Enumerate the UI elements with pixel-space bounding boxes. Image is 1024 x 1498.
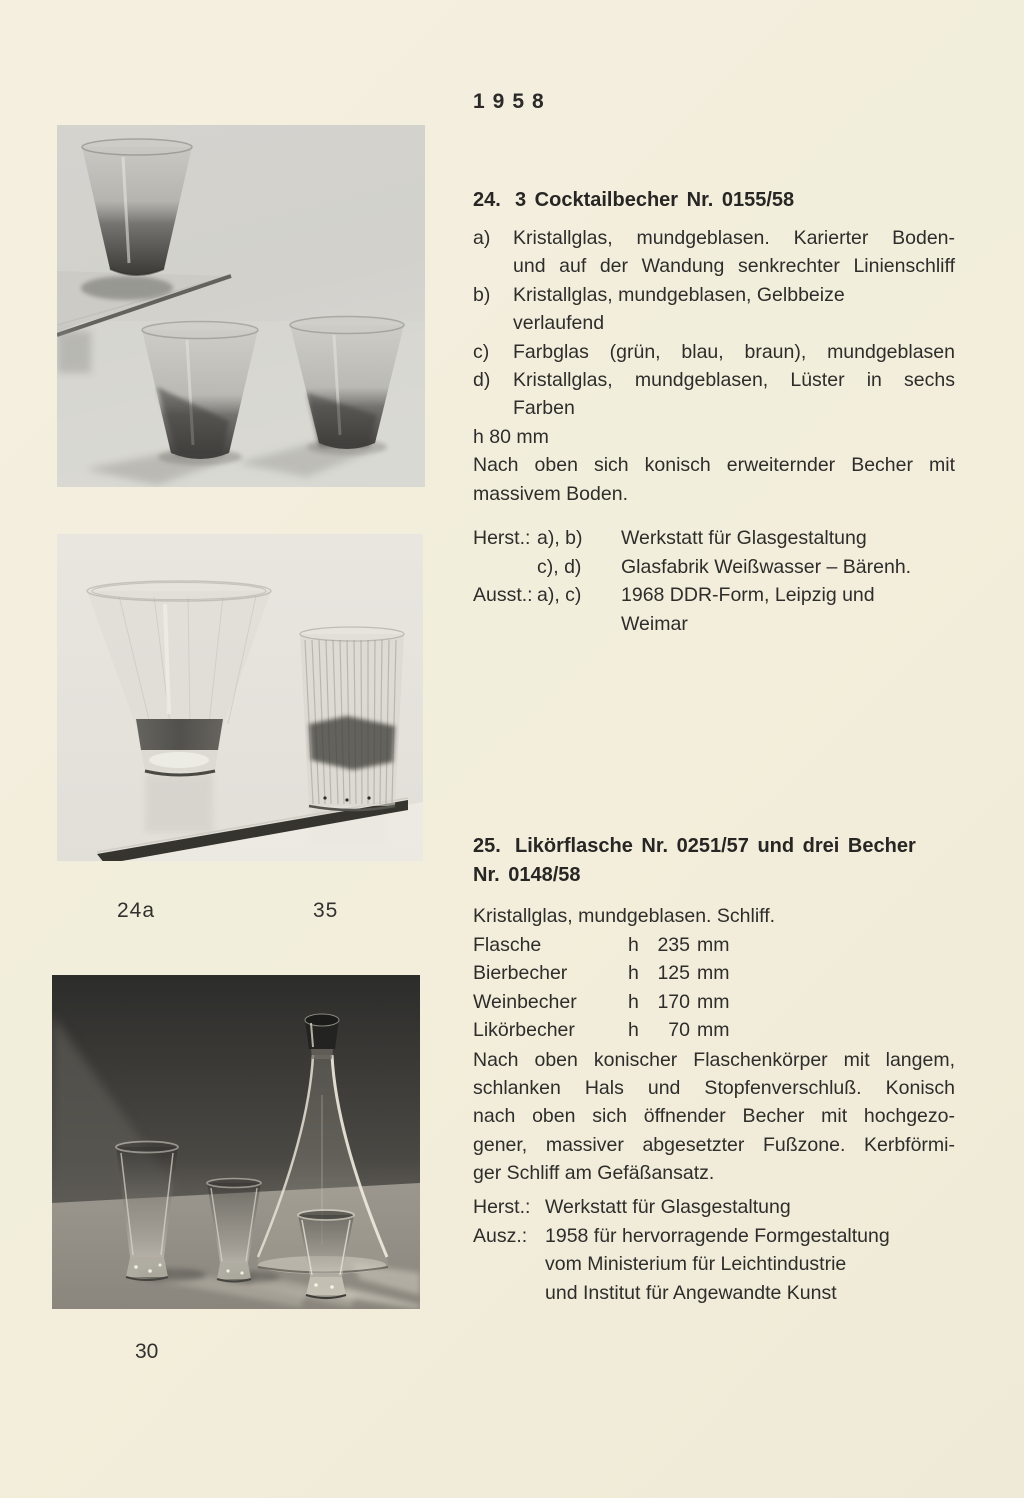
exhibit-text: 1968 DDR-Form, Leipzig und xyxy=(621,584,875,606)
maker-name: Werkstatt für Glasgestaltung xyxy=(621,527,867,549)
text-line xyxy=(473,224,955,252)
text-line xyxy=(473,394,955,422)
item-text: und auf der Wandung senkrechter Linienschliff xyxy=(513,255,955,277)
dimension-item: Weinbecher xyxy=(473,991,577,1013)
dimension-row xyxy=(473,959,955,987)
section24-title: 3 Cocktailbecher Nr. 0155/58 xyxy=(515,189,795,211)
item-marker: a) xyxy=(473,227,491,249)
item-text: Kristallglas, mundgeblasen. Karierter Boden- xyxy=(513,227,955,249)
text-line xyxy=(473,252,955,280)
item-marker: c) xyxy=(473,341,490,363)
section24-heading xyxy=(473,186,955,214)
maker-row xyxy=(473,1193,955,1221)
description-text: Nach oben konischer Flaschenkörper mit langem, xyxy=(473,1049,955,1071)
exhibit-letters: a), c) xyxy=(537,584,582,606)
photo-tumbler-and-beaker-image xyxy=(57,534,423,861)
text-line xyxy=(473,480,955,508)
section25-number: 25. xyxy=(473,835,501,857)
exhibit-row xyxy=(473,610,955,638)
photo-cocktail-glasses-image xyxy=(57,125,425,487)
text-line xyxy=(473,451,955,479)
description-text: massivem Boden. xyxy=(473,483,628,505)
maker-name: Glasfabrik Weißwasser – Bärenh. xyxy=(621,556,912,578)
dimension-h: h xyxy=(628,991,639,1013)
dimension-row xyxy=(473,1016,955,1044)
award-row xyxy=(473,1222,955,1250)
text-line xyxy=(473,1074,955,1102)
description-text: schlanken Hals und Stopfenverschluß. Konisch xyxy=(473,1077,955,1099)
figure-label-24a: 24a xyxy=(117,899,156,922)
maker-letters: a), b) xyxy=(537,527,583,549)
photo-liqueur-bottle-set xyxy=(52,975,420,1309)
section25-heading-line2: Nr. 0148/58 xyxy=(473,864,581,886)
dimension-h: h xyxy=(628,1019,639,1041)
item-text: Kristallglas, mundgeblasen, Lüster in sechs xyxy=(513,369,955,391)
height-note: h 80 mm xyxy=(473,426,549,448)
maker-label: Herst.: xyxy=(473,527,531,549)
photo-liqueur-bottle-set-image xyxy=(52,975,420,1309)
award-text: und Institut für Angewandte Kunst xyxy=(545,1282,837,1304)
dimension-unit: mm xyxy=(697,962,730,984)
text-line xyxy=(473,309,955,337)
dimension-row xyxy=(473,988,955,1016)
dimension-row xyxy=(473,931,955,959)
dimension-h: h xyxy=(628,962,639,984)
maker-name: Werkstatt für Glasgestaltung xyxy=(545,1196,791,1218)
dimension-item: Bierbecher xyxy=(473,962,568,984)
dimension-value: 70 xyxy=(668,1019,690,1041)
award-label: Ausz.: xyxy=(473,1225,528,1247)
intro-line: Kristallglas, mundgeblasen. Schliff. xyxy=(473,905,776,927)
award-text: vom Ministerium für Leichtindustrie xyxy=(545,1253,847,1275)
award-row xyxy=(473,1250,955,1278)
description-text: nach oben sich öffnender Becher mit hochgezo- xyxy=(473,1105,955,1127)
text-line xyxy=(473,1131,955,1159)
award-text: 1958 für hervorragende Formgestaltung xyxy=(545,1225,890,1247)
section25-title: Likörflasche Nr. 0251/57 und drei Becher xyxy=(515,835,916,857)
item-text: Kristallglas, mundgeblasen, Gelbbeize xyxy=(513,284,845,306)
text-line xyxy=(473,338,955,366)
page-number: 30 xyxy=(135,1340,159,1363)
text-line xyxy=(473,281,955,309)
item-text: verlaufend xyxy=(513,312,605,334)
item-marker: b) xyxy=(473,284,491,306)
description-text: ger Schliff am Gefäßansatz. xyxy=(473,1162,715,1184)
dimension-value: 170 xyxy=(657,991,690,1013)
exhibit-label: Ausst.: xyxy=(473,584,533,606)
section24-number: 24. xyxy=(473,189,501,211)
dimension-unit: mm xyxy=(697,1019,730,1041)
description-text: gener, massiver abgesetzter Fußzone. Kerbförmi- xyxy=(473,1134,955,1156)
item-text: Farbglas (grün, blau, braun), mundgeblasen xyxy=(513,341,955,363)
text-line xyxy=(473,1046,955,1074)
section25-heading-line1 xyxy=(473,832,955,860)
dimension-h: h xyxy=(628,934,639,956)
year-heading: 1958 xyxy=(473,90,552,113)
maker-label: Herst.: xyxy=(473,1196,531,1218)
text-line xyxy=(473,366,955,394)
dimension-unit: mm xyxy=(697,991,730,1013)
dimension-unit: mm xyxy=(697,934,730,956)
dimension-value: 235 xyxy=(657,934,690,956)
text-line xyxy=(473,1102,955,1130)
dimension-item: Flasche xyxy=(473,934,542,956)
figure-label-35: 35 xyxy=(313,899,339,922)
maker-letters: c), d) xyxy=(537,556,582,578)
maker-row xyxy=(473,553,955,581)
description-text: Nach oben sich konisch erweiternder Becher mit xyxy=(473,454,955,476)
item-marker: d) xyxy=(473,369,491,391)
beaker-35 xyxy=(300,627,404,810)
photo-cocktail-glasses xyxy=(57,125,425,487)
maker-row xyxy=(473,524,955,552)
photo-tumbler-and-beaker xyxy=(57,534,423,861)
item-text: Farben xyxy=(513,397,575,419)
exhibit-row xyxy=(473,581,955,609)
award-row xyxy=(473,1279,955,1307)
dimension-value: 125 xyxy=(657,962,690,984)
exhibit-text: Weimar xyxy=(621,613,688,635)
text-line xyxy=(473,1159,955,1187)
dimension-item: Likörbecher xyxy=(473,1019,575,1041)
